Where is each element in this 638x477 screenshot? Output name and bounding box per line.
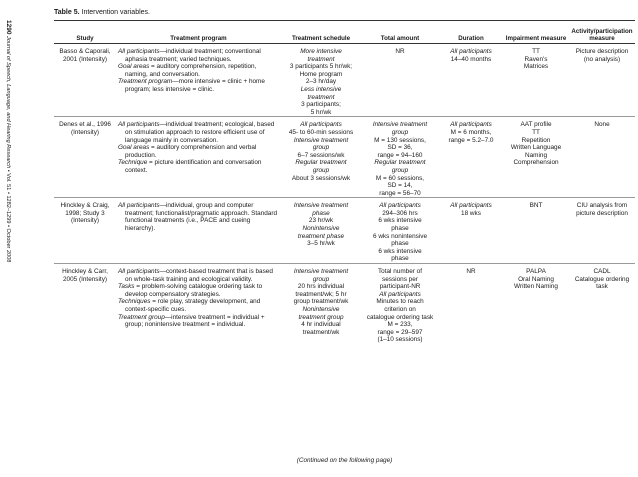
program-label: All participants xyxy=(118,121,160,129)
table-row xyxy=(54,117,635,198)
schedule-line: treatment xyxy=(307,55,335,63)
program-cell xyxy=(116,264,281,344)
impairment-line: PALPA xyxy=(526,268,546,276)
duration-line: 18 wks xyxy=(461,209,481,217)
activity-cell xyxy=(569,264,635,344)
total-cell xyxy=(361,198,439,264)
schedule-cell xyxy=(281,264,361,344)
schedule-line: group treatment/wk xyxy=(293,298,349,306)
program-cell xyxy=(116,117,281,198)
impairment-line: AAT profile xyxy=(520,121,552,129)
column-header: Duration xyxy=(458,34,484,42)
schedule-line: Regular treatment xyxy=(295,159,347,167)
schedule-line: 45- to 60-min sessions xyxy=(288,128,354,136)
study-cell xyxy=(54,198,116,264)
activity-line: picture description xyxy=(576,209,628,217)
column-header: Total amount xyxy=(380,34,420,42)
duration-line: NR xyxy=(466,268,476,276)
study-line: Hinckley & Carr, xyxy=(62,268,108,276)
table-row xyxy=(54,264,635,344)
activity-line: Picture description xyxy=(575,48,629,55)
impairment-cell xyxy=(503,264,569,344)
activity-line: task xyxy=(596,283,608,291)
total-line: 6 wks intensive xyxy=(378,217,422,225)
journal-spine xyxy=(3,20,13,460)
program-entry xyxy=(118,121,279,144)
activity-cell xyxy=(569,198,635,264)
table-header-row xyxy=(54,21,635,44)
schedule-line: All participants xyxy=(300,121,342,129)
schedule-line: group xyxy=(312,166,330,174)
total-line: Regular treatment xyxy=(374,159,426,167)
program-label: All participants xyxy=(118,268,160,276)
total-line: Total number of xyxy=(377,268,423,276)
impairment-line: BNT xyxy=(529,202,543,210)
program-label: Goal areas xyxy=(118,144,150,152)
schedule-line: Intensive treatment xyxy=(293,202,349,210)
program-text: = auditory comprehension, repetition, naming, and conversation. xyxy=(125,63,257,78)
program-text: —individual treatment; ecological, based on stimulation approach to restore efficient use of language mainly in conversation. xyxy=(125,121,275,144)
column-header: Impairment measure xyxy=(505,34,567,42)
total-line: M = 130 sessions, xyxy=(374,136,426,144)
total-line: sessions per xyxy=(382,275,418,283)
program-entry xyxy=(118,78,279,93)
study-line: (Intensity) xyxy=(70,217,100,225)
activity-line: Catalogue ordering xyxy=(574,275,630,283)
program-cell xyxy=(116,44,281,117)
study-line: Hinckley & Craig, xyxy=(60,202,110,210)
journal-name: Journal of Speech, Language, and Hearing Research xyxy=(5,36,11,169)
program-label: Tasks xyxy=(118,283,135,291)
impairment-line: Oral Naming xyxy=(518,275,554,283)
duration-cell xyxy=(439,264,503,344)
schedule-line: Intensive treatment xyxy=(293,136,349,144)
table-row xyxy=(54,44,635,117)
study-line: (Intensity) xyxy=(70,128,100,136)
schedule-line: 3–5 hr/wk xyxy=(307,240,335,248)
program-entry xyxy=(118,298,279,313)
total-line: phase xyxy=(391,255,409,263)
study-line: 1998; Study 3 xyxy=(65,209,105,217)
study-line: Denes et al., 1996 xyxy=(59,121,111,129)
column-header: Activity/participation measure xyxy=(571,27,633,42)
program-label: Goal areas xyxy=(118,63,150,71)
program-label: Technique xyxy=(118,159,148,167)
total-line: NR xyxy=(395,48,405,55)
program-cell xyxy=(116,198,281,264)
impairment-line: Repetition xyxy=(521,136,551,144)
program-entry xyxy=(118,48,279,63)
duration-line: All participants xyxy=(450,202,492,210)
total-line: phase xyxy=(391,225,409,233)
activity-line: (no analysis) xyxy=(583,55,621,63)
total-line: 6 wks nonintensive xyxy=(373,232,427,240)
schedule-line: 6–7 sessions/wk xyxy=(297,151,345,159)
schedule-line: 3 participants; xyxy=(301,101,341,109)
program-text: = picture identification and conversation context. xyxy=(125,159,262,174)
study-line: 2005 (Intensity) xyxy=(62,275,108,283)
program-label: All participants xyxy=(118,48,160,55)
schedule-line: group xyxy=(312,144,330,152)
intervention-table xyxy=(54,21,635,344)
schedule-line: 2–3 hr/day xyxy=(305,78,337,86)
schedule-line: More intensive xyxy=(300,48,342,55)
program-entry xyxy=(118,268,279,283)
schedule-line: treatment phase xyxy=(297,232,345,240)
program-text: = auditory comprehension and verbal production. xyxy=(125,144,257,159)
program-text: —individual, group and computer treatment; functionalist/pragmatic approach. Standard functional treatments (i.e., PACE and cueing hierarchy). xyxy=(125,202,278,233)
program-text: —individual treatment; conventional aphasia treatment; varied techniques. xyxy=(125,48,261,63)
schedule-cell xyxy=(281,198,361,264)
program-entry xyxy=(118,63,279,78)
activity-line: None xyxy=(594,121,610,129)
total-line: participant-NR xyxy=(379,283,421,291)
column-header: Treatment schedule xyxy=(291,34,351,42)
schedule-cell xyxy=(281,44,361,117)
total-line: 294–306 hrs xyxy=(382,209,418,217)
page-number: 1290 xyxy=(5,20,12,35)
total-line: phase xyxy=(391,240,409,248)
activity-line: CADL xyxy=(593,268,611,276)
activity-cell xyxy=(569,44,635,117)
program-label: Treatment program xyxy=(118,78,173,86)
activity-line: CIU analysis from xyxy=(576,202,628,210)
program-text: = problem-solving catalogue ordering task to develop compensatory strategies. xyxy=(125,283,263,298)
schedule-line: treatment/wk xyxy=(302,328,340,336)
total-line: Intensive treatment xyxy=(372,121,428,129)
total-line: All participants xyxy=(379,202,421,210)
impairment-line: TT xyxy=(532,48,540,55)
duration-line: range = 5.2–7.0 xyxy=(448,136,494,144)
schedule-cell xyxy=(281,117,361,198)
table-row xyxy=(54,198,635,264)
total-line: SD = 14, xyxy=(387,182,413,190)
continued-note: (Continued on the following page) xyxy=(296,457,393,464)
total-line: SD = 36, xyxy=(387,144,413,152)
schedule-line: 20 hrs individual xyxy=(297,283,345,291)
schedule-line: 5 hr/wk xyxy=(310,108,332,116)
program-text: —more intensive = clinic + home program; less intensive = clinic. xyxy=(125,78,265,93)
schedule-line: Intensive treatment xyxy=(293,268,349,276)
program-label: Treatment group xyxy=(118,313,165,321)
schedule-line: phase xyxy=(312,209,330,217)
program-label: All participants xyxy=(118,202,160,210)
schedule-line: 4 hr individual xyxy=(301,321,341,329)
total-line: 6 wks intensive xyxy=(378,247,422,255)
schedule-line: Home program xyxy=(299,70,343,78)
program-entry xyxy=(118,283,279,298)
table-label: Table 5. xyxy=(54,9,80,16)
schedule-line: treatment/wk; 5 hr xyxy=(295,290,347,298)
total-line: range = 94–160 xyxy=(377,151,423,159)
impairment-line: Written Language xyxy=(510,144,562,152)
program-text: —context-based treatment that is based on whole-task training and ecological validity. xyxy=(125,268,273,283)
impairment-line: TT xyxy=(532,128,540,136)
study-line: 2001 (Intensity) xyxy=(62,55,108,63)
journal-issue: • Vol. 51 • 1282–1299 • October 2008 xyxy=(5,169,11,263)
program-text: = role play, strategy development, and context-specific cues. xyxy=(125,298,261,313)
total-cell xyxy=(361,44,439,117)
impairment-line: Raven's xyxy=(524,55,548,63)
schedule-line: treatment xyxy=(307,93,335,101)
total-line: Minutes to reach xyxy=(376,298,424,306)
program-text: —intensive treatment = individual + group; nonintensive treatment = individual. xyxy=(125,313,265,329)
program-entry xyxy=(118,144,279,159)
schedule-line: Nonintensive xyxy=(302,306,340,313)
total-line: M = 233, xyxy=(387,321,413,329)
schedule-line: Less intensive xyxy=(300,85,342,93)
schedule-line: treatment group xyxy=(298,313,344,321)
impairment-line: Written Naming xyxy=(514,283,558,291)
total-line: M = 60 sessions, xyxy=(375,174,425,182)
activity-cell xyxy=(569,117,635,198)
schedule-line: Nonintensive xyxy=(302,225,340,233)
total-line: group xyxy=(391,128,409,136)
total-cell xyxy=(361,117,439,198)
study-cell xyxy=(54,117,116,198)
duration-line: All participants xyxy=(450,48,492,55)
total-line: range = 56–70 xyxy=(379,189,421,197)
impairment-line: Naming xyxy=(524,151,548,159)
duration-line: M = 6 months, xyxy=(450,128,492,136)
impairment-line: Comprehension xyxy=(513,159,559,167)
total-line: catalogue ordering task xyxy=(366,313,434,321)
duration-cell xyxy=(439,198,503,264)
impairment-cell xyxy=(503,198,569,264)
program-entry xyxy=(118,202,279,232)
duration-cell xyxy=(439,117,503,198)
schedule-line: group xyxy=(312,275,330,283)
total-line: group xyxy=(391,166,409,174)
column-header: Treatment program xyxy=(170,34,227,42)
table-title: Intervention variables. xyxy=(81,9,150,16)
schedule-line: About 3 sessions/wk xyxy=(291,174,351,182)
study-cell xyxy=(54,264,116,344)
duration-line: 14–40 months xyxy=(450,55,492,63)
impairment-line: Matrices xyxy=(523,63,549,71)
study-line: Basso & Caporali, xyxy=(59,48,111,55)
program-entry xyxy=(118,314,279,329)
schedule-line: 3 participants 5 hr/wk; xyxy=(289,63,353,71)
study-cell xyxy=(54,44,116,117)
table-caption xyxy=(54,9,150,16)
total-line: criterion on xyxy=(384,306,416,313)
total-line: range = 29–597 xyxy=(377,328,423,336)
duration-cell xyxy=(439,44,503,117)
total-line: All participants xyxy=(379,290,421,298)
impairment-cell xyxy=(503,44,569,117)
duration-line: All participants xyxy=(450,121,492,129)
total-line: (1–10 sessions) xyxy=(377,336,423,344)
program-label: Techniques xyxy=(118,298,151,306)
program-entry xyxy=(118,159,279,174)
column-header: Study xyxy=(76,34,94,42)
impairment-cell xyxy=(503,117,569,198)
schedule-line: 23 hr/wk xyxy=(308,217,334,225)
total-cell xyxy=(361,264,439,344)
